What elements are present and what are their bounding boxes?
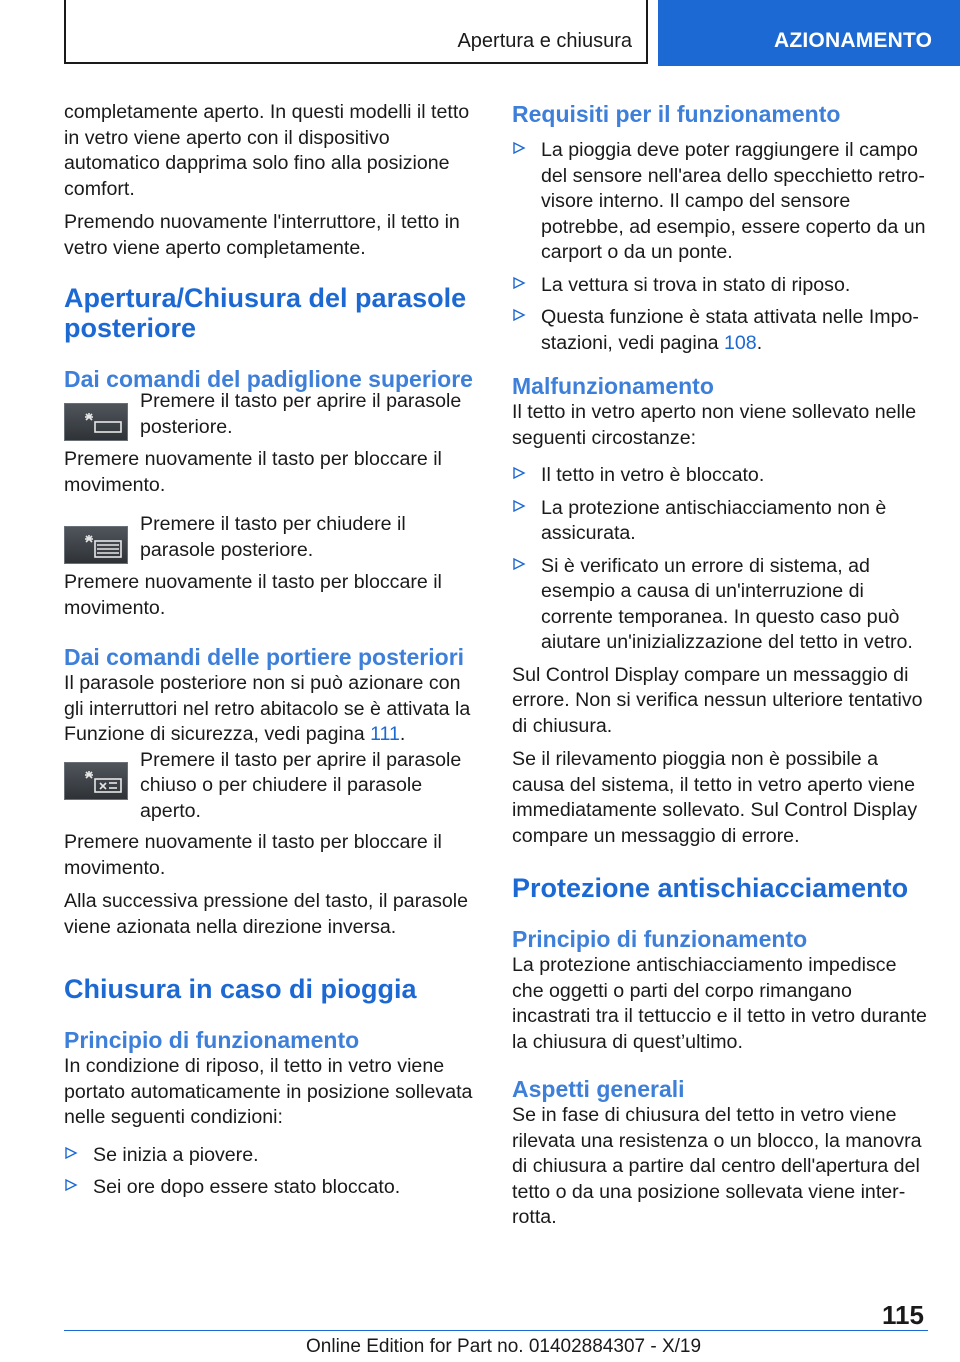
- triangle-right-icon: [512, 141, 526, 155]
- triangle-right-icon: [64, 1178, 78, 1192]
- bullet-text: La vettura si trova in stato di riposo.: [541, 273, 851, 296]
- header-section-title: Apertura e chiusura: [457, 30, 632, 52]
- heading-pioggia: Chiusura in caso di pioggia: [64, 974, 417, 1004]
- intro-paragraph-2: Premendo nuovamente l'interruttore, il tetto in vetro viene aperto completamente.: [64, 211, 460, 259]
- portiere-text-end: .: [399, 723, 406, 745]
- subheading-padiglione: Dai comandi del padiglione superiore: [64, 366, 473, 392]
- paragraph-block-3: Premere nuovamente il tasto per bloccare il movimento.: [64, 831, 442, 879]
- heading-parasole: Apertura/Chiusura del parasole posteriore: [64, 283, 467, 343]
- paragraph-rilevamento: Se il rilevamento pioggia non è possibile a causa del sistema, il tetto in vetro aperto viene immediatamente sollevato. Sul Control Display compare un messaggio di errore.: [512, 748, 918, 847]
- paragraph-display: Sul Control Display compare un messaggio di errore. Non si verifica nessun ulteriore tentativo di chiusura.: [512, 663, 923, 737]
- button-open-description: Premere il tasto per aprire il parasole posteriore.: [140, 390, 462, 438]
- bullet-text: Se inizia a piovere.: [93, 1143, 259, 1166]
- footer-divider: [64, 1330, 928, 1331]
- triangle-right-icon: [512, 276, 526, 290]
- sunshade-close-button-icon: [64, 526, 128, 564]
- subheading-requisiti: Requisiti per il funzionamento: [512, 101, 841, 127]
- page-number: 115: [882, 1300, 924, 1330]
- triangle-right-icon: [512, 466, 526, 480]
- portiere-text: Il parasole posteriore non si può azionare con gli interruttori nel retro abitacolo se è attivata la Funzione di sicurezza, vedi pagina: [64, 672, 471, 745]
- bullet-list-requisiti: [512, 138, 928, 356]
- sunshade-toggle-button-icon: [64, 762, 128, 800]
- list-item: [512, 305, 928, 356]
- right-column: [512, 100, 928, 1239]
- paragraph-portiere: [64, 671, 480, 748]
- bullet-text: Si è verificato un errore di sistema, ad esempio a causa di un'interruzione di corrente temporanea. In questo caso può aiutare un'inizializzazione del tetto in vetro.: [541, 554, 913, 653]
- subheading-principio-left: Principio di funzionamento: [64, 1027, 360, 1053]
- intro-paragraph-1: completamente aperto. In questi modelli il tetto in vetro viene aperto con il dispositivo automatico dapprima solo fino alla posizione comfort.: [64, 101, 470, 200]
- bullet-list-malfunzionamento: [512, 463, 928, 656]
- paragraph-principio-left: In condizione di riposo, il tetto in vetro viene portato automaticamente in posizione sollevata nelle seguenti condizioni:: [64, 1055, 473, 1128]
- bullet-list-pioggia: [64, 1143, 480, 1201]
- list-item: [64, 1175, 480, 1201]
- footer-edition: Online Edition for Part no. 01402884307 - X/19: [306, 1336, 702, 1357]
- subheading-aspetti: Aspetti generali: [512, 1076, 685, 1102]
- button-row-open: [64, 389, 480, 441]
- bullet-text: Sei ore dopo essere stato bloccato.: [93, 1176, 401, 1198]
- paragraph-aspetti: Se in fase di chiusura del tetto in vetro viene rilevata una resistenza o un blocco, la manovra di chiusura a partire dal centro dell'apertura del tetto o da una posizione sollevata viene interrotta.: [512, 1104, 922, 1228]
- button-row-toggle: [64, 748, 480, 825]
- triangle-right-icon: [64, 1146, 78, 1160]
- button-close-description: Premere il tasto per chiudere il parasole posteriore.: [140, 513, 406, 561]
- bullet-text: Questa funzione è stata attivata nelle Impostazioni, vedi pagina: [541, 306, 919, 354]
- triangle-right-icon: [512, 499, 526, 513]
- triangle-right-icon: [512, 308, 526, 322]
- subheading-principio-right: Principio di funzionamento: [512, 926, 808, 952]
- paragraph-malfunzionamento: Il tetto in vetro aperto non viene sollevato nelle seguenti circostanze:: [512, 401, 917, 449]
- page-link-108[interactable]: 108: [724, 331, 757, 354]
- left-column: [64, 100, 480, 1208]
- subheading-malfunzionamento: Malfunzionamento: [512, 373, 714, 399]
- bullet-text: La pioggia deve poter raggiungere il campo del sensore nell'area dello specchietto retrovisore interno. Il campo del sensore potrebbe, ad esempio, essere coperto da un carport o da un ponte.: [541, 139, 926, 263]
- list-item: [512, 463, 928, 489]
- bullet-text: La protezione antischiacciamento non è assicurata.: [541, 496, 887, 544]
- heading-protezione: Protezione antischiacciamento: [512, 873, 909, 903]
- paragraph-successiva: Alla successiva pressione del tasto, il parasole viene azionata nella direzione inversa.: [64, 890, 469, 938]
- header-chapter-tab: AZIONAMENTO: [658, 0, 960, 66]
- sunshade-open-button-icon: [64, 403, 128, 441]
- button-toggle-description: Premere il tasto per aprire il parasole chiuso o per chiudere il parasole aperto.: [140, 748, 462, 822]
- list-item: [512, 554, 928, 656]
- list-item: [512, 273, 928, 299]
- bullet-text: Il tetto in vetro è bloccato.: [541, 464, 765, 486]
- list-item: [512, 138, 928, 266]
- list-item: [512, 496, 928, 547]
- button-row-close: [64, 512, 480, 564]
- bullet-text-end: .: [756, 331, 763, 354]
- page-link-111[interactable]: 111: [370, 723, 400, 745]
- header-section-box: [64, 0, 648, 64]
- page-header: [0, 0, 960, 66]
- list-item: [64, 1143, 480, 1169]
- paragraph-principio-right: La protezione antischiacciamento impedisce che oggetti o parti del corpo rimangano incastrati tra il tettuccio e il tetto in vetro durante la chiusura di quest’ultimo.: [512, 954, 927, 1053]
- subheading-portiere: Dai comandi delle portiere posteriori: [64, 644, 465, 670]
- paragraph-block-2: Premere nuovamente il tasto per bloccare il movimento.: [64, 571, 442, 619]
- paragraph-block-1: Premere nuovamente il tasto per bloccare il movimento.: [64, 448, 442, 496]
- triangle-right-icon: [512, 557, 526, 571]
